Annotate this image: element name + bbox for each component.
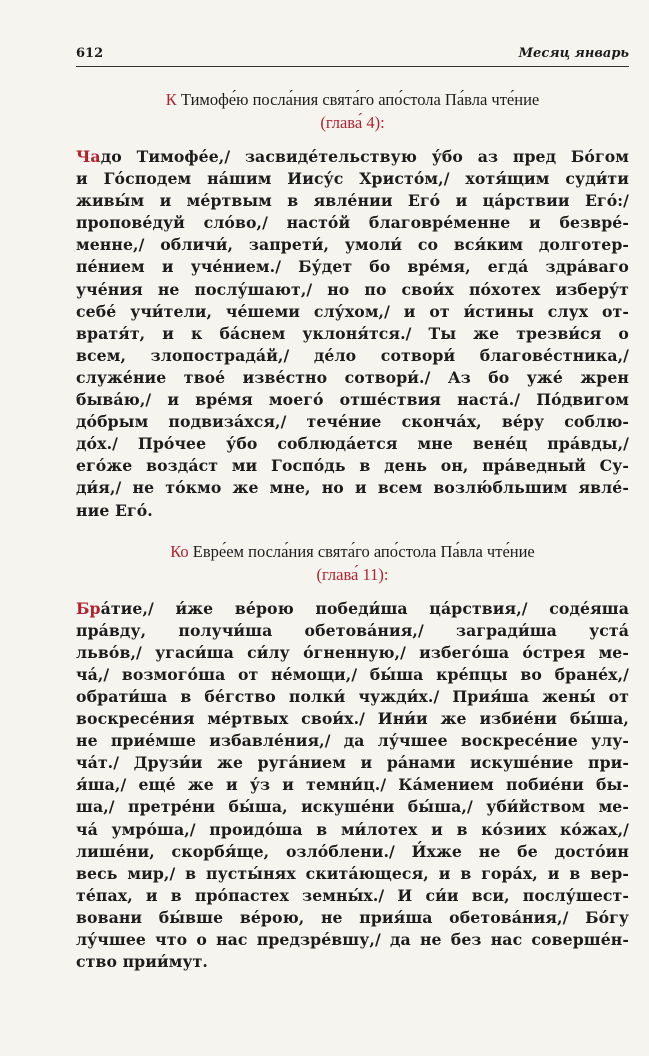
text-line: ча́ умро́ша,/ проидо́ша в ми́лотех и в ко́зиих ко́жах,/: [76, 819, 629, 839]
text-line: вратя́т, и к ба́снем уклоня́тся./ Ты же трезви́ся о: [76, 323, 629, 343]
text-line: не прие́мше избавле́ния,/ да лу́чшее воскресе́ние улу-: [76, 731, 629, 751]
reading-heading: [76, 540, 629, 564]
text-line: ча́т./ Друзи́и же руга́нием и ра́нами искуше́ние при-: [76, 753, 629, 773]
text-line: обрати́ша в бе́гство полки́ чужди́х./ Прия́ша жены́ от: [76, 686, 629, 706]
text-line: служе́ние твое́ изве́стно сотвори́./ Аз бо уже́ жрен: [76, 367, 629, 387]
text-line: те́пах, и в про́пастех земны́х./ И си́и вси, послу́шест-: [76, 885, 629, 905]
text-line: менне,/ обличи́, запрети́, умоли́ со вся́ким долготер-: [76, 235, 629, 255]
text-line: Чадо Тимофе́е,/ засвиде́тельствую у́бо аз пред Бо́гом: [76, 147, 629, 166]
text-line: лу́чшее что о нас предзре́вшу,/ да не без нас соверше́н-: [76, 930, 629, 949]
red-initial: Бр: [76, 598, 101, 618]
reading-text: [76, 598, 629, 974]
page-content: [76, 88, 629, 973]
text-line: всем, злопострада́й,/ де́ло сотвори́ благове́стника,/: [76, 345, 629, 365]
running-title: Месяц январь: [518, 46, 629, 61]
page-number: 612: [76, 46, 104, 61]
text-line: до́х./ Про́чее у́бо соблюда́ется мне вене́ц пра́вды,/: [76, 434, 629, 454]
reading-hebrews: [76, 540, 629, 974]
text-line: живы́м и ме́ртвым в явле́нии Его́ и ца́рствии Его́:/: [76, 191, 629, 211]
heading-initial: К: [165, 90, 177, 109]
text-line: ша,/ претре́ни бы́ша, искуше́ни бы́ша,/ уби́йством ме-: [76, 797, 629, 817]
text-line: его́же возда́ст ми Госпо́дь в день он, пра́ведный Су-: [76, 456, 629, 476]
text-line: вовани бы́вше ве́рою, не прия́ша обетова́ния,/ Бо́гу: [76, 907, 629, 927]
text-line: до́брым подвиза́хся,/ тече́ние сконча́х, ве́ру соблю-: [76, 412, 629, 432]
text-line: воскресе́ния ме́ртвых свои́х./ Ини́и же избие́ни бы́ша,: [76, 709, 629, 729]
heading-text: Тимофе́ю посла́ния свята́го апо́стола Па́вла чте́ние: [176, 90, 540, 109]
chapter-label: (глава́ 4):: [320, 113, 385, 132]
text-line: уче́ния не послу́шают,/ но по свои́х по́хотех изберу́т: [76, 279, 629, 299]
page-header: [76, 40, 629, 67]
reading-timothy: [76, 88, 629, 522]
red-initial: Ча: [76, 147, 101, 166]
text-line: пра́вду, получи́ша обетова́ния,/ загради́ша уста́: [76, 620, 629, 640]
text-line: и Го́сподем на́шим Иису́с Христо́м,/ хотя́щим суди́ти: [76, 169, 629, 189]
text-line: ди́я,/ не то́кмо же мне, но и всем возлю́бльшим явле́-: [76, 478, 629, 498]
text-line: пе́нием и уче́нием./ Бу́дет бо вре́мя, егда́ здра́ваго: [76, 257, 629, 277]
text-line: ча́,/ возмого́ша от не́мощи,/ бы́ша кре́пцы во бране́х,/: [76, 664, 629, 684]
text-line: я́ша,/ еще́ же и у́з и темни́ц./ Ка́мением побие́ни бы-: [76, 775, 629, 795]
reading-text: [76, 146, 629, 522]
text-line: ние Его́.: [76, 500, 153, 520]
text-line: лише́ни, скорбя́ще, озло́блени./ И́хже не бе досто́ин: [76, 841, 629, 861]
text-line: себе́ учи́тели, че́шеми слу́хом,/ и от и́стины слух от-: [76, 301, 629, 321]
heading-text: Евре́ем посла́ния свята́го апо́стола Па́вла чте́ние: [188, 541, 535, 561]
text-line: весь мир,/ в пусты́нях скита́ющеся, и в гора́х, и в вер-: [76, 863, 629, 883]
text-line: льво́в,/ угаси́ша си́лу о́гненную,/ избего́ша о́стрея ме-: [76, 642, 629, 662]
reading-heading: [76, 88, 629, 112]
text-line: быва́ю,/ и вре́мя моего́ отше́ствия наста́./ По́двигом: [76, 390, 629, 410]
text-line: Бра́тие,/ и́же ве́рою победи́ша ца́рствия,/ соде́яша: [76, 598, 629, 618]
text-line: ство прии́мут.: [76, 952, 208, 972]
text-line: пропове́дуй сло́во,/ насто́й благовре́менне и безвре́-: [76, 213, 629, 233]
chapter-label: (глава́ 11):: [316, 564, 389, 584]
heading-initial: Ко: [170, 541, 189, 561]
